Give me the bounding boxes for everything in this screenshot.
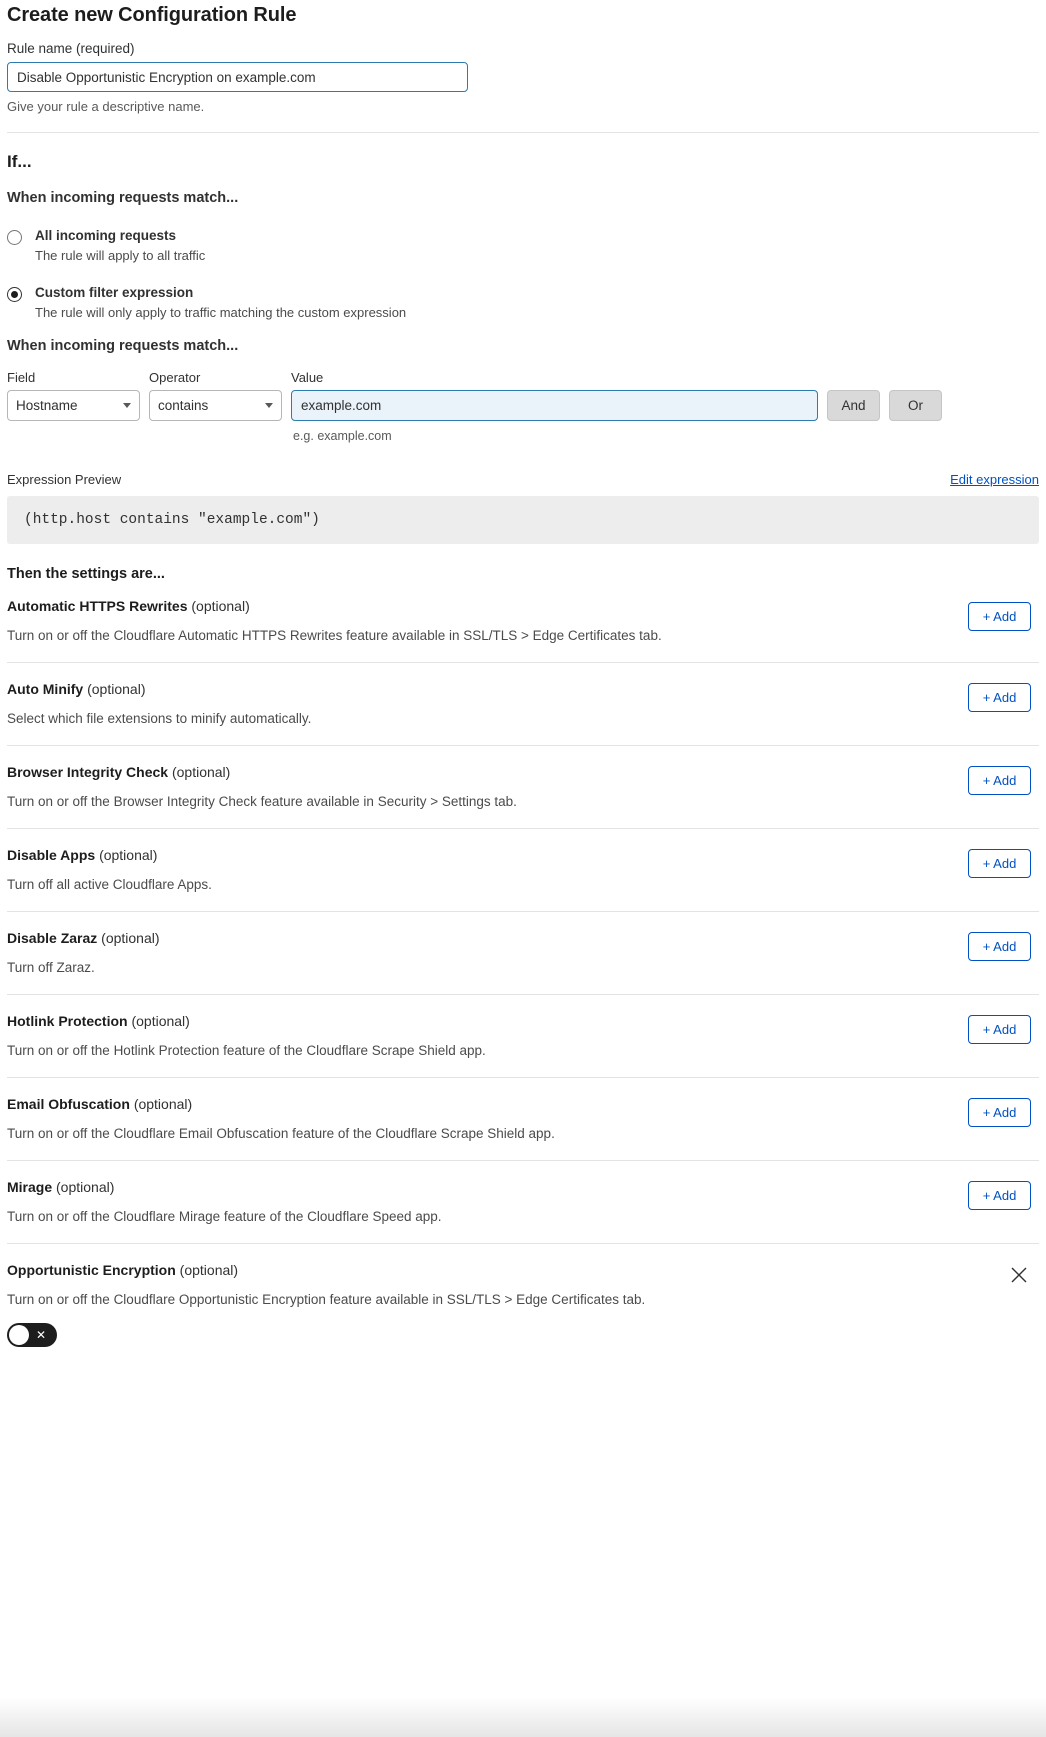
setting-title	[7, 1013, 1039, 1029]
setting-row-browser-integrity-check	[7, 745, 1039, 828]
close-icon-opportunistic-encryption[interactable]	[1008, 1264, 1030, 1286]
setting-optional: (optional)	[56, 1179, 115, 1195]
expression-preview-label: Expression Preview	[7, 472, 122, 487]
setting-name: Opportunistic Encryption	[7, 1262, 176, 1278]
field-label: Field	[7, 370, 36, 385]
setting-name: Disable Zaraz	[7, 930, 98, 946]
setting-description: Turn off all active Cloudflare Apps.	[7, 877, 212, 892]
toggle-opportunistic-encryption[interactable]	[7, 1323, 57, 1347]
setting-description: Turn on or off the Hotlink Protection feature of the Cloudflare Scrape Shield app.	[7, 1043, 486, 1058]
rule-name-helper: Give your rule a descriptive name.	[7, 99, 205, 114]
setting-name: Browser Integrity Check	[7, 764, 169, 780]
setting-title	[7, 681, 1039, 697]
then-section-heading: Then the settings are...	[7, 566, 165, 582]
setting-title	[7, 930, 1039, 946]
operator-label: Operator	[149, 370, 201, 385]
expression-preview-header	[7, 472, 1039, 487]
or-button[interactable]: Or	[889, 390, 942, 421]
add-button-browser-integrity-check[interactable]: + Add	[968, 766, 1031, 795]
add-button-automatic-https-rewrites[interactable]: + Add	[968, 602, 1031, 631]
add-button-auto-minify[interactable]: + Add	[968, 683, 1031, 712]
add-button-email-obfuscation[interactable]: + Add	[968, 1098, 1031, 1127]
page-title: Create new Configuration Rule	[7, 4, 297, 26]
if-section-heading: If...	[7, 152, 32, 171]
setting-name: Disable Apps	[7, 847, 96, 863]
setting-optional: (optional)	[191, 598, 250, 614]
setting-row-disable-apps	[7, 828, 1039, 911]
setting-row-opportunistic-encryption	[7, 1243, 1039, 1366]
setting-optional: (optional)	[101, 930, 160, 946]
expression-preview-code: (http.host contains "example.com")	[7, 496, 1039, 544]
setting-description: Turn on or off the Browser Integrity Check feature available in Security > Settings tab.	[7, 794, 517, 809]
setting-description: Select which file extensions to minify automatically.	[7, 711, 312, 726]
setting-row-disable-zaraz	[7, 911, 1039, 994]
add-button-hotlink-protection[interactable]: + Add	[968, 1015, 1031, 1044]
and-button[interactable]: And	[827, 390, 880, 421]
operator-select[interactable]	[149, 390, 282, 421]
and-button-wrap	[827, 370, 880, 421]
setting-row-hotlink-protection	[7, 994, 1039, 1077]
setting-row-automatic-https-rewrites	[7, 582, 1039, 662]
add-button-disable-zaraz[interactable]: + Add	[968, 932, 1031, 961]
rule-name-label: Rule name (required)	[7, 41, 135, 56]
field-column	[7, 370, 140, 421]
toggle-knob	[9, 1325, 29, 1345]
setting-optional: (optional)	[171, 764, 231, 780]
setting-optional: (optional)	[87, 681, 146, 697]
setting-optional: (optional)	[179, 1262, 239, 1278]
setting-optional: (optional)	[133, 1096, 193, 1112]
setting-description: Turn on or off the Cloudflare Email Obfuscation feature of the Cloudflare Scrape Shield app.	[7, 1126, 555, 1141]
settings-list	[7, 582, 1039, 1366]
edit-expression-link[interactable]: Edit expression	[950, 472, 1039, 487]
setting-name: Auto Minify	[7, 681, 84, 697]
value-input[interactable]	[291, 390, 818, 421]
value-label: Value	[291, 370, 324, 385]
operator-column	[149, 370, 282, 421]
field-select[interactable]	[7, 390, 140, 421]
setting-name: Automatic HTTPS Rewrites	[7, 598, 188, 614]
radio-label-all-requests: All incoming requests	[35, 228, 177, 243]
bottom-gradient-overlay	[0, 1697, 1046, 1737]
radio-desc-all-requests: The rule will apply to all traffic	[35, 248, 206, 263]
expression-builder-heading: When incoming requests match...	[7, 338, 239, 354]
radio-option-all-requests[interactable]	[7, 228, 1039, 263]
add-button-disable-apps[interactable]: + Add	[968, 849, 1031, 878]
setting-row-email-obfuscation	[7, 1077, 1039, 1160]
rule-name-group	[7, 41, 1039, 114]
setting-title	[7, 764, 1039, 780]
setting-title	[7, 1096, 1039, 1112]
value-helper: e.g. example.com	[293, 429, 392, 443]
radio-option-custom-filter[interactable]	[7, 285, 1039, 320]
setting-description: Turn off Zaraz.	[7, 960, 95, 975]
setting-row-auto-minify	[7, 662, 1039, 745]
setting-description: Turn on or off the Cloudflare Opportunistic Encryption feature available in SSL/TLS > Edge Certificates tab.	[7, 1292, 646, 1307]
setting-description: Turn on or off the Cloudflare Mirage feature of the Cloudflare Speed app.	[7, 1209, 442, 1224]
setting-description: Turn on or off the Cloudflare Automatic HTTPS Rewrites feature available in SSL/TLS > Edge Certificates tab.	[7, 628, 662, 643]
setting-title	[7, 1179, 1039, 1195]
divider	[7, 132, 1039, 133]
setting-name: Hotlink Protection	[7, 1013, 128, 1029]
or-button-wrap	[889, 370, 942, 421]
radio-icon-all-requests[interactable]	[7, 230, 22, 245]
add-button-mirage[interactable]: + Add	[968, 1181, 1031, 1210]
setting-title	[7, 598, 1039, 614]
toggle-off-glyph: ✕	[36, 1328, 47, 1342]
radio-desc-custom-filter: The rule will only apply to traffic matching the custom expression	[35, 305, 407, 320]
expression-builder-row	[7, 370, 1039, 443]
setting-name: Email Obfuscation	[7, 1096, 130, 1112]
setting-title	[7, 1262, 1039, 1278]
setting-optional: (optional)	[99, 847, 158, 863]
setting-row-mirage	[7, 1160, 1039, 1243]
rule-name-input[interactable]	[7, 62, 468, 92]
radio-label-custom-filter: Custom filter expression	[35, 285, 194, 300]
setting-name: Mirage	[7, 1179, 53, 1195]
radio-icon-custom-filter[interactable]	[7, 287, 22, 302]
match-heading: When incoming requests match...	[7, 190, 239, 206]
setting-title	[7, 847, 1039, 863]
setting-optional: (optional)	[131, 1013, 190, 1029]
value-column	[291, 370, 818, 443]
